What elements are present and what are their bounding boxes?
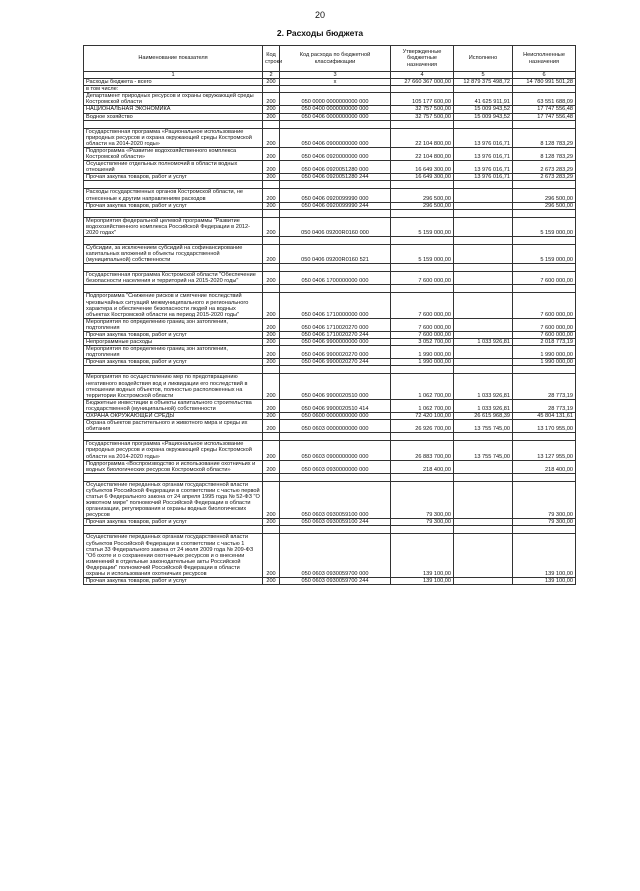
- row-executed: [454, 244, 513, 263]
- spacer-cell: [513, 285, 576, 293]
- row-class: 050 0406 9900020510 414: [280, 399, 391, 412]
- row-executed: 41 625 911,91: [454, 93, 513, 106]
- row-code: 200: [263, 339, 280, 346]
- row-unexecuted: 7 600 000,00: [513, 272, 576, 285]
- table-row: [84, 189, 576, 202]
- row-executed: 1 033 926,81: [454, 374, 513, 399]
- row-unexecuted: 1 990 000,00: [513, 359, 576, 366]
- row-name: Прочая закупка товаров, работ и услуг: [84, 578, 263, 585]
- header-number: 5: [454, 72, 513, 79]
- spacer-cell: [84, 264, 263, 272]
- header-class: Код расхода по бюджетной классификации: [280, 46, 391, 72]
- row-name: Прочая закупка товаров, работ и услуг: [84, 519, 263, 526]
- row-name: Водное хозяйство: [84, 113, 263, 120]
- row-approved: 79 300,00: [391, 481, 454, 519]
- row-executed: 13 755 745,00: [454, 420, 513, 433]
- row-executed: [454, 460, 513, 473]
- row-unexecuted: 17 747 556,48: [513, 113, 576, 120]
- header-name: Наименование показателя: [84, 46, 263, 72]
- row-name: Подпрограмма "Снижение рисков и смягчение последствий чрезвычайных ситуаций межмуниципального и регионального характера и обеспечение безопасности людей на водных объектах Костромской области на период 2015-2020 годы": [84, 293, 263, 318]
- row-name: Прочая закупка товаров, работ и услуг: [84, 332, 263, 339]
- row-unexecuted: 296 500,00: [513, 189, 576, 202]
- row-spacer: [84, 526, 576, 534]
- table-row: [84, 161, 576, 174]
- row-code: 200: [263, 420, 280, 433]
- row-name: Расходы государственных органов Костромской области, не отнесенные к другим направлениям расходов: [84, 189, 263, 202]
- row-code: 200: [263, 202, 280, 209]
- spacer-cell: [513, 526, 576, 534]
- row-unexecuted: 7 600 000,00: [513, 318, 576, 331]
- row-executed: [454, 359, 513, 366]
- header-row: [84, 46, 576, 72]
- row-unexecuted: 8 128 783,29: [513, 128, 576, 147]
- row-name: Осуществление переданных органам государственной власти субъектов Российской Федерации в соответствии с частью 1 статьи 33 Федерального закона от 24 июля 2009 года № 209-ФЗ "Об охоте и о сохранении охотничьих ресурсов и о внесении изменений в отдельные законодательные акты Российской Федерации" полномочий Российской Федерации в области охраны и использования охотничьих ресурсов: [84, 534, 263, 578]
- row-class: 050 0406 09200R0160 521: [280, 244, 391, 263]
- row-name: Мероприятия по определению границ зон затопления, подтопления: [84, 318, 263, 331]
- row-executed: [454, 217, 513, 236]
- row-name: в том числе:: [84, 86, 263, 93]
- row-unexecuted: 28 773,19: [513, 399, 576, 412]
- row-executed: 1 033 926,81: [454, 339, 513, 346]
- row-class: 050 0603 0930000000 000: [280, 460, 391, 473]
- spacer-cell: [84, 181, 263, 189]
- row-approved: 218 400,00: [391, 460, 454, 473]
- table-row: [84, 217, 576, 236]
- row-executed: [454, 346, 513, 359]
- row-approved: 22 104 800,00: [391, 147, 454, 160]
- row-approved: 16 649 300,00: [391, 174, 454, 181]
- spacer-cell: [84, 120, 263, 128]
- spacer-cell: [391, 433, 454, 441]
- row-executed: 15 009 943,52: [454, 113, 513, 120]
- row-name: Непрограммные расходы: [84, 339, 263, 346]
- row-unexecuted: 45 804 131,61: [513, 413, 576, 420]
- row-code: 200: [263, 128, 280, 147]
- spacer-cell: [280, 209, 391, 217]
- row-name: Субсидии, за исключением субсидий на софинансирование капитальных вложений в объекты государственной (муниципальной) собственности: [84, 244, 263, 263]
- row-executed: 15 009 943,52: [454, 106, 513, 113]
- row-executed: 13 976 016,71: [454, 147, 513, 160]
- row-code: 200: [263, 189, 280, 202]
- row-unexecuted: 1 990 000,00: [513, 346, 576, 359]
- row-unexecuted: 2 018 773,19: [513, 339, 576, 346]
- table-row: [84, 374, 576, 399]
- row-unexecuted: 7 600 000,00: [513, 293, 576, 318]
- row-class: [280, 86, 391, 93]
- row-name: Охрана объектов растительного и животного мира и среды их обитания: [84, 420, 263, 433]
- row-unexecuted: 7 600 000,00: [513, 332, 576, 339]
- header-unexecuted: Неисполненные назначения: [513, 46, 576, 72]
- table-row: [84, 272, 576, 285]
- row-unexecuted: [513, 86, 576, 93]
- row-name: НАЦИОНАЛЬНАЯ ЭКОНОМИКА: [84, 106, 263, 113]
- spacer-cell: [84, 236, 263, 244]
- row-approved: 3 052 700,00: [391, 339, 454, 346]
- row-approved: 139 100,00: [391, 578, 454, 585]
- row-unexecuted: 28 773,19: [513, 374, 576, 399]
- section-title: 2. Расходы бюджета: [276, 28, 364, 38]
- spacer-cell: [513, 264, 576, 272]
- header-number: 6: [513, 72, 576, 79]
- row-code: 200: [263, 359, 280, 366]
- row-code: 200: [263, 332, 280, 339]
- spacer-cell: [263, 264, 280, 272]
- row-spacer: [84, 209, 576, 217]
- row-executed: [454, 189, 513, 202]
- row-approved: 5 159 000,00: [391, 244, 454, 263]
- row-name: Подпрограмма «Воспроизводство и использование охотничьих и водных биологических ресурсов Костромской области»: [84, 460, 263, 473]
- row-class: 050 0406 0000000000 000: [280, 113, 391, 120]
- page-number: 20: [314, 10, 325, 20]
- row-name: Мероприятия по определению границ зон затопления, подтопления: [84, 346, 263, 359]
- spacer-cell: [513, 209, 576, 217]
- row-approved: 26 926 700,00: [391, 420, 454, 433]
- row-class: 050 0600 0000000000 000: [280, 413, 391, 420]
- row-class: 050 0603 0930059700 244: [280, 578, 391, 585]
- row-name: Департамент природных ресурсов и охраны окружающей среды Костромской области: [84, 93, 263, 106]
- row-name: Прочая закупка товаров, работ и услуг: [84, 202, 263, 209]
- row-approved: 72 420 100,00: [391, 413, 454, 420]
- spacer-cell: [391, 209, 454, 217]
- row-unexecuted: 17 747 556,48: [513, 106, 576, 113]
- table-body: [84, 79, 576, 585]
- row-unexecuted: 79 300,00: [513, 481, 576, 519]
- row-class: 050 0400 0000000000 000: [280, 106, 391, 113]
- spacer-cell: [513, 236, 576, 244]
- spacer-cell: [391, 236, 454, 244]
- row-spacer: [84, 264, 576, 272]
- row-executed: [454, 534, 513, 578]
- row-class: 050 0406 0920099990 000: [280, 189, 391, 202]
- row-code: 200: [263, 272, 280, 285]
- row-approved: 32 757 500,00: [391, 113, 454, 120]
- row-approved: 26 883 700,00: [391, 441, 454, 460]
- header-number: 4: [391, 72, 454, 79]
- row-unexecuted: 79 300,00: [513, 519, 576, 526]
- row-approved: 139 100,00: [391, 534, 454, 578]
- row-executed: 13 976 016,71: [454, 161, 513, 174]
- spacer-cell: [513, 473, 576, 481]
- row-executed: 12 879 375 498,72: [454, 79, 513, 86]
- row-class: 050 0603 0930059100 244: [280, 519, 391, 526]
- table-row: [84, 339, 576, 346]
- spacer-cell: [391, 473, 454, 481]
- row-class: 050 0000 0000000000 000: [280, 93, 391, 106]
- row-code: 200: [263, 374, 280, 399]
- table-row: [84, 93, 576, 106]
- table-row: [84, 113, 576, 120]
- spacer-cell: [391, 285, 454, 293]
- spacer-cell: [391, 526, 454, 534]
- table-row: [84, 79, 576, 86]
- table-row: [84, 460, 576, 473]
- header-number: 1: [84, 72, 263, 79]
- table-row: [84, 519, 576, 526]
- row-unexecuted: 139 100,00: [513, 578, 576, 585]
- spacer-cell: [391, 181, 454, 189]
- spacer-cell: [454, 473, 513, 481]
- table-row: [84, 86, 576, 93]
- row-name: Бюджетные инвестиции в объекты капитального строительства государственной (муниципальной) собственности: [84, 399, 263, 412]
- header-number-row: [84, 72, 576, 79]
- spacer-cell: [263, 120, 280, 128]
- row-spacer: [84, 285, 576, 293]
- table-row: [84, 441, 576, 460]
- row-class: 050 0406 0920051280 244: [280, 174, 391, 181]
- row-executed: [454, 86, 513, 93]
- row-class: 050 0406 1710020270 244: [280, 332, 391, 339]
- table-row: [84, 399, 576, 412]
- header-code: Код строки: [263, 46, 280, 72]
- row-unexecuted: 14 780 991 501,28: [513, 79, 576, 86]
- row-unexecuted: 13 127 955,00: [513, 441, 576, 460]
- row-unexecuted: 218 400,00: [513, 460, 576, 473]
- spacer-cell: [454, 433, 513, 441]
- row-spacer: [84, 433, 576, 441]
- table-row: [84, 534, 576, 578]
- table-row: [84, 359, 576, 366]
- spacer-cell: [263, 433, 280, 441]
- spacer-cell: [391, 120, 454, 128]
- header-approved: Утвержденные бюджетные назначения: [391, 46, 454, 72]
- row-approved: 296 500,00: [391, 189, 454, 202]
- row-approved: 16 649 300,00: [391, 161, 454, 174]
- spacer-cell: [280, 526, 391, 534]
- row-name: Государственная программа «Рациональное использование природных ресурсов и охрана окружающей среды Костромской области на 2014-2020 годы»: [84, 128, 263, 147]
- row-class: 050 0406 9900020510 000: [280, 374, 391, 399]
- table-row: [84, 332, 576, 339]
- spacer-cell: [263, 209, 280, 217]
- row-code: 200: [263, 399, 280, 412]
- spacer-cell: [280, 285, 391, 293]
- spacer-cell: [454, 236, 513, 244]
- spacer-cell: [84, 366, 263, 374]
- row-approved: 7 600 000,00: [391, 332, 454, 339]
- expenditure-table: [83, 45, 576, 585]
- spacer-cell: [263, 473, 280, 481]
- row-unexecuted: 5 159 000,00: [513, 244, 576, 263]
- row-class: 050 0406 9900000000 000: [280, 339, 391, 346]
- spacer-cell: [84, 209, 263, 217]
- row-name: Осуществление переданных органам государственной власти субъектов Российской Федерации в соответствии с частью первой статьи 6 Федерального закона от 24 апреля 1995 года № 52-ФЗ "О животном мире" полномочий Российской Федерации в области организации, регулирования и охраны водных биологических ресурсов: [84, 481, 263, 519]
- table-row: [84, 481, 576, 519]
- row-unexecuted: 2 673 283,29: [513, 174, 576, 181]
- row-name: Прочая закупка товаров, работ и услуг: [84, 359, 263, 366]
- row-approved: [391, 86, 454, 93]
- spacer-cell: [84, 473, 263, 481]
- spacer-cell: [263, 285, 280, 293]
- row-code: 200: [263, 460, 280, 473]
- row-executed: [454, 578, 513, 585]
- table-row: [84, 346, 576, 359]
- header-number: 3: [280, 72, 391, 79]
- row-approved: 5 159 000,00: [391, 217, 454, 236]
- row-spacer: [84, 236, 576, 244]
- row-code: [263, 86, 280, 93]
- row-approved: 22 104 800,00: [391, 128, 454, 147]
- row-unexecuted: 139 100,00: [513, 534, 576, 578]
- row-approved: 79 300,00: [391, 519, 454, 526]
- row-code: 200: [263, 346, 280, 359]
- row-approved: 7 600 000,00: [391, 272, 454, 285]
- row-class: 050 0406 1710000000 000: [280, 293, 391, 318]
- row-code: 200: [263, 93, 280, 106]
- header-number: 2: [263, 72, 280, 79]
- spacer-cell: [84, 285, 263, 293]
- row-executed: [454, 318, 513, 331]
- row-name: Подпрограмма «Развитие водохозяйственного комплекса Костромской области»: [84, 147, 263, 160]
- row-executed: 13 755 745,00: [454, 441, 513, 460]
- spacer-cell: [280, 236, 391, 244]
- row-executed: 1 033 926,81: [454, 399, 513, 412]
- row-code: 200: [263, 293, 280, 318]
- row-executed: [454, 272, 513, 285]
- spacer-cell: [280, 366, 391, 374]
- row-name: Осуществление отдельных полномочий в области водных отношений: [84, 161, 263, 174]
- spacer-cell: [391, 264, 454, 272]
- row-name: Прочая закупка товаров, работ и услуг: [84, 174, 263, 181]
- row-spacer: [84, 366, 576, 374]
- spacer-cell: [513, 433, 576, 441]
- row-executed: [454, 481, 513, 519]
- spacer-cell: [513, 366, 576, 374]
- row-executed: [454, 293, 513, 318]
- row-name: Мероприятия по осуществлению мер по предотвращению негативного воздействия вод и ликвидации его последствий в отношении водных объектов, полностью расположенных на территории Костромской области: [84, 374, 263, 399]
- row-code: 200: [263, 519, 280, 526]
- row-class: x: [280, 79, 391, 86]
- spacer-cell: [280, 264, 391, 272]
- row-approved: 7 600 000,00: [391, 293, 454, 318]
- table-row: [84, 128, 576, 147]
- table-row: [84, 318, 576, 331]
- row-executed: [454, 519, 513, 526]
- row-code: 200: [263, 413, 280, 420]
- row-unexecuted: 5 159 000,00: [513, 217, 576, 236]
- spacer-cell: [263, 366, 280, 374]
- row-code: 200: [263, 113, 280, 120]
- row-class: 050 0603 0900000000 000: [280, 441, 391, 460]
- spacer-cell: [513, 181, 576, 189]
- spacer-cell: [280, 473, 391, 481]
- spacer-cell: [454, 181, 513, 189]
- row-name: ОХРАНА ОКРУЖАЮЩЕЙ СРЕДЫ: [84, 413, 263, 420]
- row-unexecuted: 63 551 688,09: [513, 93, 576, 106]
- row-code: 200: [263, 217, 280, 236]
- row-code: 200: [263, 481, 280, 519]
- table-row: [84, 413, 576, 420]
- row-class: 050 0406 0920099990 244: [280, 202, 391, 209]
- spacer-cell: [84, 433, 263, 441]
- spacer-cell: [263, 526, 280, 534]
- row-unexecuted: 13 170 955,00: [513, 420, 576, 433]
- row-approved: 105 177 600,00: [391, 93, 454, 106]
- row-executed: 26 615 968,39: [454, 413, 513, 420]
- row-approved: 1 062 700,00: [391, 399, 454, 412]
- row-approved: 7 600 000,00: [391, 318, 454, 331]
- spacer-cell: [454, 285, 513, 293]
- row-name: Государственная программа Костромской области "Обеспечение безопасности населения и территорий на 2015-2020 годы": [84, 272, 263, 285]
- row-class: 050 0603 0930059700 000: [280, 534, 391, 578]
- row-code: 200: [263, 578, 280, 585]
- row-class: 050 0406 0900000000 000: [280, 128, 391, 147]
- row-code: 200: [263, 441, 280, 460]
- row-approved: 1 990 000,00: [391, 346, 454, 359]
- spacer-cell: [280, 120, 391, 128]
- row-code: 200: [263, 318, 280, 331]
- row-class: 050 0603 0930059100 000: [280, 481, 391, 519]
- spacer-cell: [280, 433, 391, 441]
- table-row: [84, 147, 576, 160]
- row-code: 200: [263, 534, 280, 578]
- row-spacer: [84, 181, 576, 189]
- row-code: 200: [263, 174, 280, 181]
- row-executed: [454, 202, 513, 209]
- row-class: 050 0406 1710020270 000: [280, 318, 391, 331]
- row-class: 050 0406 1700000000 000: [280, 272, 391, 285]
- row-executed: 13 976 016,71: [454, 174, 513, 181]
- table-row: [84, 174, 576, 181]
- spacer-cell: [263, 236, 280, 244]
- row-code: 200: [263, 244, 280, 263]
- row-class: 050 0406 0920000000 000: [280, 147, 391, 160]
- row-approved: 1 990 000,00: [391, 359, 454, 366]
- spacer-cell: [454, 209, 513, 217]
- table-row: [84, 578, 576, 585]
- table-row: [84, 420, 576, 433]
- row-unexecuted: 8 128 783,29: [513, 147, 576, 160]
- row-class: 050 0603 0000000000 000: [280, 420, 391, 433]
- row-class: 050 0406 0920051280 000: [280, 161, 391, 174]
- row-class: 050 0406 9900020270 244: [280, 359, 391, 366]
- row-approved: 296 500,00: [391, 202, 454, 209]
- row-code: 200: [263, 147, 280, 160]
- row-class: 050 0406 09200R0160 000: [280, 217, 391, 236]
- row-approved: 27 660 367 000,00: [391, 79, 454, 86]
- row-approved: 1 062 700,00: [391, 374, 454, 399]
- spacer-cell: [454, 526, 513, 534]
- row-name: Государственная программа «Рациональное использование природных ресурсов и охрана окружающей среды Костромской области на 2014-2020 годы»: [84, 441, 263, 460]
- spacer-cell: [454, 366, 513, 374]
- spacer-cell: [84, 526, 263, 534]
- row-code: 200: [263, 79, 280, 86]
- row-name: Расходы бюджета - всего: [84, 79, 263, 86]
- row-name: Мероприятия федеральной целевой программы "Развитие водохозяйственного комплекса Российской Федерации в 2012-2020 годах": [84, 217, 263, 236]
- spacer-cell: [280, 181, 391, 189]
- header-executed: Исполнено: [454, 46, 513, 72]
- row-spacer: [84, 473, 576, 481]
- spacer-cell: [391, 366, 454, 374]
- spacer-cell: [454, 120, 513, 128]
- row-spacer: [84, 120, 576, 128]
- row-class: 050 0406 9900020270 000: [280, 346, 391, 359]
- table-row: [84, 244, 576, 263]
- row-code: 200: [263, 161, 280, 174]
- spacer-cell: [263, 181, 280, 189]
- row-unexecuted: 2 673 283,29: [513, 161, 576, 174]
- row-executed: 13 976 016,71: [454, 128, 513, 147]
- row-executed: [454, 332, 513, 339]
- row-unexecuted: 296 500,00: [513, 202, 576, 209]
- table-row: [84, 106, 576, 113]
- spacer-cell: [513, 120, 576, 128]
- row-approved: 32 757 500,00: [391, 106, 454, 113]
- row-code: 200: [263, 106, 280, 113]
- spacer-cell: [454, 264, 513, 272]
- table-row: [84, 202, 576, 209]
- table-row: [84, 293, 576, 318]
